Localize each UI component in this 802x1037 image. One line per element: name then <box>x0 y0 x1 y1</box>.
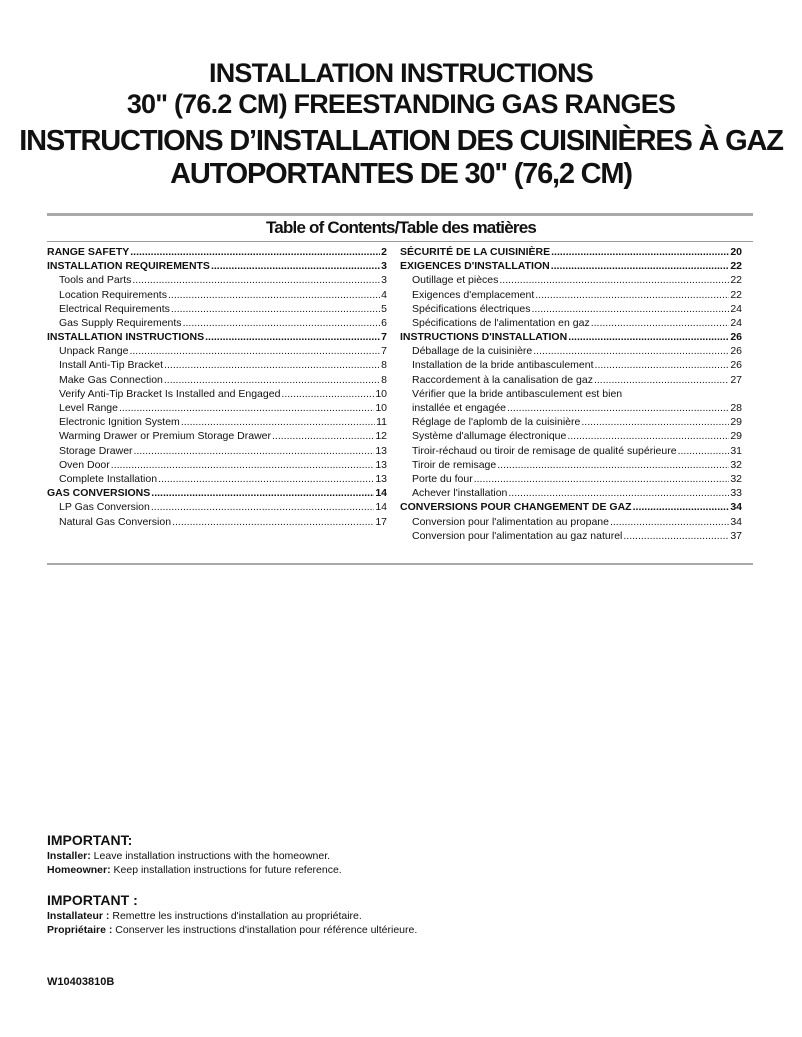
toc-entry-label: Conversion pour l'alimentation au gaz naturel <box>412 529 623 542</box>
title-line-3: INSTRUCTIONS D’INSTALLATION DES CUISINIÈRES À GAZ <box>19 125 783 157</box>
toc-page-number: 14 <box>375 487 387 500</box>
toc-subsection-entry[interactable] <box>47 316 387 330</box>
installateur-label: Installateur : <box>47 910 110 922</box>
toc-page-number: 3 <box>381 274 387 287</box>
toc-page-number: 14 <box>375 501 387 514</box>
toc-page-number: 4 <box>381 288 387 301</box>
toc-subsection-entry[interactable] <box>400 373 742 387</box>
toc-entry-label: Verify Anti-Tip Bracket Is Installed and Engaged <box>59 387 281 400</box>
toc-leader-dots <box>497 458 729 472</box>
toc-entry-label: EXIGENCES D'INSTALLATION <box>400 260 550 273</box>
toc-page-number: 34 <box>730 515 742 528</box>
toc-leader-dots <box>168 288 380 302</box>
toc-subsection-entry[interactable] <box>400 273 742 287</box>
toc-subsection-entry[interactable] <box>47 472 387 486</box>
toc-subsection-entry[interactable] <box>400 316 742 330</box>
toc-page-number: 32 <box>730 458 742 471</box>
title-line-1: INSTALLATION INSTRUCTIONS <box>209 58 593 88</box>
homeowner-text: Keep installation instructions for future reference. <box>110 864 342 876</box>
toc-page-number: 37 <box>730 529 742 542</box>
toc-page-number: 13 <box>375 458 387 471</box>
toc-subsection-entry[interactable] <box>400 302 742 316</box>
toc-subsection-entry[interactable] <box>400 472 742 486</box>
toc-subsection-entry[interactable] <box>47 500 387 514</box>
toc-leader-dots <box>474 472 730 486</box>
toc-entry-label: Unpack Range <box>59 345 129 358</box>
toc-entry-label: Vérifier que la bride antibasculement est bien <box>412 387 623 400</box>
toc-page-number: 34 <box>730 501 742 514</box>
toc-subsection-entry[interactable] <box>47 387 387 401</box>
toc-section-entry[interactable] <box>400 245 742 259</box>
toc-subsection-entry[interactable] <box>47 288 387 302</box>
toc-subsection-entry[interactable] <box>47 373 387 387</box>
toc-heading-divider <box>47 241 753 242</box>
toc-subsection-entry[interactable] <box>47 415 387 429</box>
toc-leader-dots <box>211 259 380 273</box>
toc-page-number: 13 <box>375 444 387 457</box>
toc-page-number: 17 <box>375 515 387 528</box>
toc-subsection-entry[interactable] <box>400 288 742 302</box>
toc-entry-label: Déballage de la cuisinière <box>412 345 533 358</box>
toc-leader-dots <box>134 444 375 458</box>
toc-subsection-entry[interactable] <box>47 359 387 373</box>
toc-entry-label: Installation de la bride antibasculement <box>412 359 594 372</box>
toc-subsection-entry[interactable] <box>400 429 742 443</box>
toc-entry-label: LP Gas Conversion <box>59 501 150 514</box>
proprietaire-text: Conserver les instructions d'installation pour référence ultérieure. <box>112 924 418 936</box>
toc-leader-dots <box>531 302 729 316</box>
toc-page-number: 2 <box>381 245 387 258</box>
toc-leader-dots <box>164 373 380 387</box>
toc-entry-label: INSTALLATION REQUIREMENTS <box>47 260 210 273</box>
toc-page-number: 10 <box>375 387 387 400</box>
toc-page-number: 5 <box>381 302 387 315</box>
toc-leader-dots <box>499 273 729 287</box>
toc-leader-dots <box>272 429 374 443</box>
toc-bottom-divider <box>47 563 753 565</box>
toc-page-number: 13 <box>375 472 387 485</box>
toc-section-entry[interactable] <box>47 245 387 259</box>
toc-page-number: 26 <box>730 331 742 344</box>
toc-subsection-entry[interactable] <box>400 486 742 500</box>
toc-subsection-entry[interactable] <box>400 344 742 358</box>
toc-entry-label: Raccordement à la canalisation de gaz <box>412 373 593 386</box>
toc-entry-label: SÉCURITÉ DE LA CUISINIÈRE <box>400 245 551 258</box>
toc-subsection-entry[interactable] <box>47 344 387 358</box>
installer-note-en <box>47 849 330 863</box>
toc-entry-label: Electronic Ignition System <box>59 416 180 429</box>
toc-subsection-entry[interactable] <box>400 359 742 373</box>
installer-text: Leave installation instructions with the homeowner. <box>90 850 331 862</box>
toc-subsection-entry[interactable] <box>47 302 387 316</box>
toc-page-number: 32 <box>730 473 742 485</box>
toc-heading: Table of Contents/Table des matières <box>265 218 537 237</box>
owner-note-fr <box>47 923 417 937</box>
toc-page-number: 8 <box>381 359 387 372</box>
toc-page-number: 31 <box>730 444 742 457</box>
toc-entry-label: Système d'allumage électronique <box>412 430 567 443</box>
toc-leader-dots <box>507 401 729 415</box>
top-divider <box>47 213 753 216</box>
toc-entry-label: Tools and Parts <box>59 274 132 287</box>
toc-entry-label: Spécifications de l'alimentation en gaz <box>412 316 590 329</box>
toc-subsection-entry[interactable] <box>47 273 387 287</box>
toc-leader-dots <box>610 515 729 529</box>
toc-leader-dots <box>151 486 374 500</box>
toc-entry-label: Make Gas Connection <box>59 373 163 386</box>
toc-entry-label: INSTRUCTIONS D'INSTALLATION <box>400 331 568 344</box>
toc-leader-dots <box>594 373 729 387</box>
toc-page-number: 3 <box>381 260 387 273</box>
toc-subsection-entry[interactable] <box>400 458 742 472</box>
toc-leader-dots <box>678 444 730 458</box>
toc-entry-label: GAS CONVERSIONS <box>47 487 151 500</box>
toc-subsection-entry[interactable] <box>400 444 742 458</box>
important-heading-en: IMPORTANT: <box>47 832 133 848</box>
toc-page-number: 28 <box>730 402 742 415</box>
toc-column-french <box>400 245 742 543</box>
toc-page-number: 27 <box>730 373 742 386</box>
toc-entry-label: Electrical Requirements <box>59 302 170 315</box>
toc-entry-label: Réglage de l'aplomb de la cuisinière <box>412 416 581 429</box>
toc-leader-dots <box>181 415 375 429</box>
toc-leader-dots <box>119 401 374 415</box>
toc-page-number: 10 <box>375 402 387 415</box>
toc-leader-dots <box>151 500 374 514</box>
toc-leader-dots <box>281 387 374 401</box>
toc-page-number: 29 <box>730 430 742 443</box>
toc-leader-dots <box>132 273 380 287</box>
toc-page-number: 12 <box>375 430 387 443</box>
toc-page-number: 22 <box>730 288 742 301</box>
toc-page-number: 24 <box>730 316 742 329</box>
toc-entry-label: Tiroir de remisage <box>412 458 497 471</box>
toc-leader-dots <box>567 429 729 443</box>
toc-leader-dots <box>158 472 374 486</box>
toc-leader-dots <box>568 330 729 344</box>
toc-leader-dots <box>633 500 730 514</box>
toc-entry-label: Storage Drawer <box>59 444 133 457</box>
toc-entry-label: Oven Door <box>59 458 110 471</box>
toc-section-entry[interactable] <box>400 330 742 344</box>
toc-entry-label: Install Anti-Tip Bracket <box>59 359 164 372</box>
toc-subsection-entry[interactable] <box>400 415 742 429</box>
document-number: W10403810B <box>47 976 115 988</box>
toc-subsection-entry[interactable] <box>47 444 387 458</box>
toc-leader-dots <box>551 259 730 273</box>
toc-entry-label: Exigences d'emplacement <box>412 288 535 301</box>
toc-entry-label: Achever l'installation <box>412 487 508 500</box>
toc-subsection-entry[interactable] <box>47 515 387 529</box>
toc-subsection-entry[interactable] <box>47 458 387 472</box>
toc-leader-dots <box>164 359 380 373</box>
toc-entry-label: Porte du four <box>412 473 473 485</box>
toc-entry-label: CONVERSIONS POUR CHANGEMENT DE GAZ <box>400 501 632 514</box>
toc-page-number: 8 <box>381 373 387 386</box>
toc-leader-dots <box>183 316 381 330</box>
toc-page-number: 26 <box>730 359 742 372</box>
toc-entry-label: Tiroir-réchaud ou tiroir de remisage de qualité supérieure <box>412 444 677 457</box>
toc-page-number: 20 <box>730 245 742 258</box>
toc-leader-dots <box>205 330 380 344</box>
toc-entry-label: Warming Drawer or Premium Storage Drawer <box>59 430 271 443</box>
toc-section-entry[interactable] <box>400 259 742 273</box>
toc-entry-label-continued: installée et engagée <box>412 402 506 415</box>
toc-leader-dots <box>535 288 729 302</box>
toc-page-number: 11 <box>376 416 387 429</box>
toc-leader-dots <box>508 486 729 500</box>
toc-page-number: 33 <box>730 487 742 500</box>
toc-leader-dots <box>591 316 730 330</box>
toc-page-number: 7 <box>381 331 387 344</box>
toc-leader-dots <box>171 302 380 316</box>
toc-subsection-entry[interactable] <box>400 529 742 543</box>
toc-entry-label: RANGE SAFETY <box>47 245 130 258</box>
toc-page-number: 7 <box>381 345 387 358</box>
toc-leader-dots <box>623 529 729 543</box>
toc-entry-label: Level Range <box>59 402 118 415</box>
toc-subsection-entry[interactable] <box>47 401 387 415</box>
important-heading-fr: IMPORTANT : <box>47 892 138 908</box>
toc-section-entry[interactable] <box>47 486 387 500</box>
toc-leader-dots <box>533 344 729 358</box>
toc-section-entry[interactable] <box>47 330 387 344</box>
toc-page-number: 22 <box>730 274 742 287</box>
toc-page-number: 22 <box>730 260 742 273</box>
toc-entry-label: Complete Installation <box>59 472 158 485</box>
toc-entry-label: Conversion pour l'alimentation au propane <box>412 515 609 528</box>
toc-column-english <box>47 245 387 529</box>
proprietaire-label: Propriétaire : <box>47 924 113 936</box>
toc-page-number: 26 <box>730 345 742 358</box>
toc-page-number: 24 <box>730 302 742 315</box>
toc-entry-label: Spécifications électriques <box>412 302 531 315</box>
toc-leader-dots <box>129 344 380 358</box>
toc-leader-dots <box>130 245 380 259</box>
toc-page-number: 6 <box>381 316 387 329</box>
homeowner-note-en <box>47 863 342 877</box>
toc-leader-dots <box>111 458 375 472</box>
toc-leader-dots <box>581 415 729 429</box>
toc-entry-label: Gas Supply Requirements <box>59 316 182 329</box>
installer-note-fr <box>47 909 362 923</box>
toc-entry-label: INSTALLATION INSTRUCTIONS <box>47 331 205 344</box>
toc-leader-dots <box>595 359 730 373</box>
toc-leader-dots <box>551 245 729 259</box>
toc-page-number: 29 <box>730 416 742 429</box>
toc-entry-label: Location Requirements <box>59 288 167 301</box>
installateur-text: Remettre les instructions d'installation au propriétaire. <box>109 910 362 922</box>
toc-section-entry[interactable] <box>47 259 387 273</box>
installer-label: Installer: <box>47 850 91 862</box>
toc-subsection-entry[interactable] <box>47 429 387 443</box>
toc-entry-label: Natural Gas Conversion <box>59 515 172 528</box>
toc-entry-label: Outillage et pièces <box>412 274 499 287</box>
toc-leader-dots <box>172 515 374 529</box>
toc-subsection-entry[interactable] <box>400 515 742 529</box>
toc-subsection-entry[interactable] <box>400 387 742 415</box>
title-line-4: AUTOPORTANTES DE 30" (76,2 CM) <box>170 158 632 190</box>
homeowner-label: Homeowner: <box>47 864 111 876</box>
title-line-2: 30" (76.2 CM) FREESTANDING GAS RANGES <box>126 89 676 119</box>
toc-section-entry[interactable] <box>400 500 742 514</box>
